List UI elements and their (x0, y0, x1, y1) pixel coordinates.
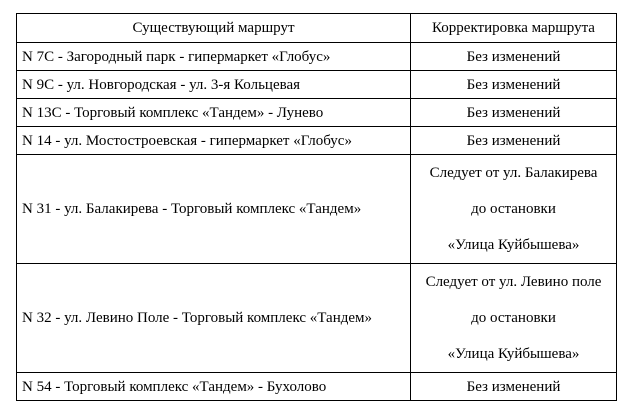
route-cell: N 7С - Загородный парк - гипермаркет «Глобус» (17, 43, 411, 71)
header-existing-route: Существующий маршрут (17, 14, 411, 43)
adjustment-line: Следует от ул. Балакирева (429, 165, 598, 181)
adjustment-cell (411, 127, 617, 155)
adjustment-line: «Улица Куйбышева» (447, 346, 580, 362)
table-row (17, 71, 617, 99)
adjustment-cell (411, 43, 617, 71)
route-cell: N 14 - ул. Мостостроевская - гипермаркет «Глобус» (17, 127, 411, 155)
table-row (17, 264, 617, 373)
adjustment-line: до остановки (471, 310, 556, 326)
adjustment-text: Без изменений (466, 104, 561, 121)
table-row (17, 99, 617, 127)
route-cell: N 54 - Торговый комплекс «Тандем» - Бухолово (17, 373, 411, 401)
table-header-row (17, 14, 617, 43)
routes-table (16, 13, 617, 401)
route-cell: N 32 - ул. Левино Поле - Торговый комплекс «Тандем» (17, 264, 411, 373)
adjustment-line: до остановки (471, 201, 556, 217)
route-cell: N 31 - ул. Балакирева - Торговый комплекс «Тандем» (17, 155, 411, 264)
adjustment-cell (411, 264, 617, 373)
route-cell: N 9С - ул. Новгородская - ул. 3-я Кольцевая (17, 71, 411, 99)
adjustment-text: Без изменений (466, 76, 561, 93)
adjustment-text: Без изменений (466, 378, 561, 395)
adjustment-text: Без изменений (466, 48, 561, 65)
adjustment-cell (411, 155, 617, 264)
adjustment-cell (411, 71, 617, 99)
table-row (17, 373, 617, 401)
adjustment-line: «Улица Куйбышева» (447, 237, 580, 253)
table-row (17, 43, 617, 71)
table-row (17, 127, 617, 155)
adjustment-cell (411, 373, 617, 401)
route-cell: N 13С - Торговый комплекс «Тандем» - Лунево (17, 99, 411, 127)
header-route-adjustment: Корректировка маршрута (411, 14, 617, 43)
table-row (17, 155, 617, 264)
adjustment-text: Без изменений (466, 132, 561, 149)
adjustment-line: Следует от ул. Левино поле (425, 274, 602, 290)
adjustment-cell (411, 99, 617, 127)
